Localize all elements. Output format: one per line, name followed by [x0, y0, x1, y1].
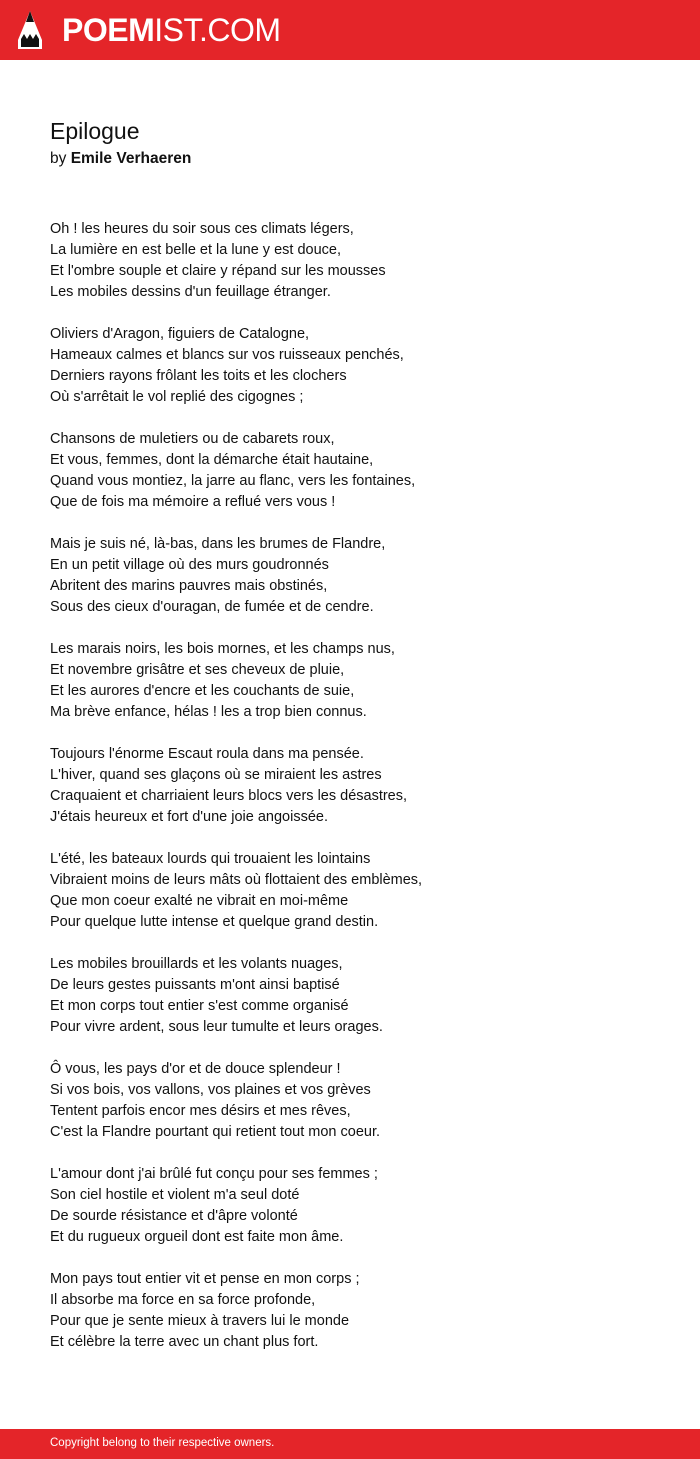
poem-line: Si vos bois, vos vallons, vos plaines et vos grèves — [50, 1082, 371, 1098]
brand-light-text: IST.COM — [154, 12, 281, 48]
poem-author: Emile Verhaeren — [70, 150, 192, 167]
poem-stanza — [50, 534, 670, 618]
poem-line: En un petit village où des murs goudronnés — [50, 557, 329, 573]
poem-line: L'hiver, quand ses glaçons où se miraient les astres — [50, 767, 382, 783]
poem-line: Ma brève enfance, hélas ! les a trop bien connus. — [50, 704, 367, 720]
poem-line: Que de fois ma mémoire a reflué vers vous ! — [50, 494, 336, 510]
by-label: by — [50, 150, 67, 167]
poem-line: Pour que je sente mieux à travers lui le monde — [50, 1313, 350, 1329]
poem-line: Hameaux calmes et blancs sur vos ruisseaux penchés, — [50, 347, 404, 363]
poem-line: Et du rugueux orgueil dont est faite mon âme. — [50, 1229, 344, 1245]
poem-line: De leurs gestes puissants m'ont ainsi baptisé — [50, 977, 340, 993]
poem-line: Abritent des marins pauvres mais obstinés, — [50, 578, 328, 594]
poem-line: Où s'arrêtait le vol replié des cigognes ; — [50, 389, 304, 405]
poem-line: Et mon corps tout entier s'est comme organisé — [50, 998, 349, 1014]
poem-line: Les marais noirs, les bois mornes, et les champs nus, — [50, 641, 395, 657]
poem-line: Et l'ombre souple et claire y répand sur les mousses — [50, 263, 386, 279]
brand-bold-text: POEM — [62, 12, 155, 48]
poem-line: Et vous, femmes, dont la démarche était hautaine, — [50, 452, 374, 468]
poem-line: Que mon coeur exalté ne vibrait en moi-même — [50, 893, 349, 909]
poem-line: Chansons de muletiers ou de cabarets roux, — [50, 431, 335, 447]
poem-line: Ô vous, les pays d'or et de douce splendeur ! — [50, 1061, 341, 1077]
poem-stanza — [50, 429, 670, 513]
poem-line: Oliviers d'Aragon, figuiers de Catalogne, — [50, 326, 310, 342]
poem-line: Les mobiles dessins d'un feuillage étranger. — [50, 284, 331, 300]
poem-stanza — [50, 324, 670, 408]
poem-line: Mais je suis né, là-bas, dans les brumes de Flandre, — [50, 536, 386, 552]
poem-line: Oh ! les heures du soir sous ces climats légers, — [50, 221, 354, 237]
poem-stanza — [50, 1164, 670, 1248]
poem-line: Craquaient et charriaient leurs blocs vers les désastres, — [50, 788, 408, 804]
poem-line: Il absorbe ma force en sa force profonde, — [50, 1292, 316, 1308]
poem-line: De sourde résistance et d'âpre volonté — [50, 1208, 298, 1224]
poem-line: J'étais heureux et fort d'une joie angoissée. — [50, 809, 328, 825]
poem-stanza — [50, 1059, 670, 1143]
poem-line: Toujours l'énorme Escaut roula dans ma pensée. — [50, 746, 364, 762]
poem-stanza — [50, 639, 670, 723]
site-header — [0, 0, 700, 60]
poem-title: Epilogue — [50, 118, 140, 144]
poem-line: L'amour dont j'ai brûlé fut conçu pour ses femmes ; — [50, 1166, 378, 1182]
poem-line: Pour quelque lutte intense et quelque grand destin. — [50, 914, 379, 930]
poem-line: Mon pays tout entier vit et pense en mon corps ; — [50, 1271, 360, 1287]
pencil-tip-icon[interactable] — [17, 10, 43, 50]
poem-line: Son ciel hostile et violent m'a seul doté — [50, 1187, 300, 1203]
poem-line: Sous des cieux d'ouragan, de fumée et de cendre. — [50, 599, 374, 615]
poem-line: Et les aurores d'encre et les couchants de suie, — [50, 683, 355, 699]
poem-line: Pour vivre ardent, sous leur tumulte et leurs orages. — [50, 1019, 383, 1035]
poem-stanza — [50, 219, 670, 303]
poem-line: Tentent parfois encor mes désirs et mes rêves, — [50, 1103, 351, 1119]
site-logo-text[interactable] — [62, 14, 281, 46]
poem-line: La lumière en est belle et la lune y est douce, — [50, 242, 341, 258]
poem-line: C'est la Flandre pourtant qui retient tout mon coeur. — [50, 1124, 381, 1140]
poem-stanza — [50, 744, 670, 828]
poem-line: Derniers rayons frôlant les toits et les clochers — [50, 368, 347, 384]
poem-line: Vibraient moins de leurs mâts où flottaient des emblèmes, — [50, 872, 423, 888]
poem-stanza — [50, 849, 670, 933]
poem-stanza — [50, 954, 670, 1038]
poem-line: Les mobiles brouillards et les volants nuages, — [50, 956, 343, 972]
poem-body — [50, 219, 670, 1374]
poem-byline — [50, 149, 191, 169]
poem-line: L'été, les bateaux lourds qui trouaient les lointains — [50, 851, 371, 867]
poem-line: Et célèbre la terre avec un chant plus fort. — [50, 1334, 319, 1350]
poem-line: Quand vous montiez, la jarre au flanc, vers les fontaines, — [50, 473, 416, 489]
copyright-text: Copyright belong to their respective owners. — [50, 1437, 275, 1450]
poem-stanza — [50, 1269, 670, 1353]
poem-line: Et novembre grisâtre et ses cheveux de pluie, — [50, 662, 345, 678]
site-footer — [0, 1429, 700, 1459]
